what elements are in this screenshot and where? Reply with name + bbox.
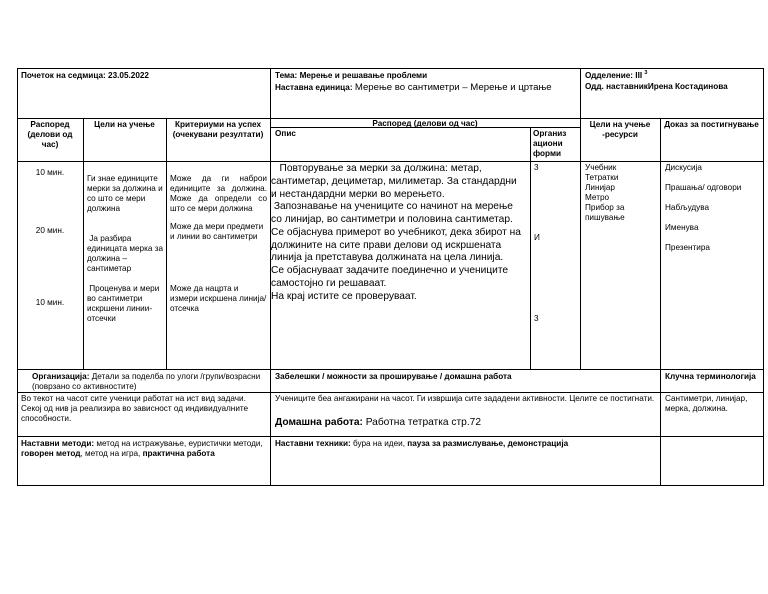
notes-heading: Забелешки / можности за проширување / домашна работа <box>275 372 512 381</box>
teaching-methods <box>21 439 267 459</box>
homework-value: Работна тетратка стр.72 <box>362 417 481 428</box>
description-para-5: На крај истите се проверуваат. <box>271 290 417 302</box>
col-resources: Цели на учење -ресурси <box>589 120 651 139</box>
time-2: 20 мин. <box>35 226 65 235</box>
resource-item: Тетратки <box>585 173 619 182</box>
grade-label: Одделение: III <box>585 71 643 80</box>
resource-item: Учебник <box>585 163 617 172</box>
goal-1: Ги знае единиците мерки за должина и со што се мери должина <box>87 174 163 213</box>
terminology-body: Сантиметри, линијар, мерка, должина. <box>665 394 748 413</box>
resources-list <box>585 163 657 223</box>
col-lesson-schedule: Распоред (делови од час) <box>372 119 478 128</box>
org-form-3: 3 <box>534 314 539 323</box>
unit-value: Мерење во сантиметри – Мерење и цртање <box>354 82 552 93</box>
methods-bold-1: говорен метод <box>21 449 81 458</box>
col-criteria: Критериуми на успех (очекувани резултати) <box>172 120 264 139</box>
unit-label: Наставна единица: <box>275 83 353 92</box>
homework-label: Домашна работа: <box>275 417 363 428</box>
evidence-item: Набљудува <box>665 203 710 212</box>
evidence-item: Презентира <box>665 243 710 252</box>
organization-heading <box>32 372 268 392</box>
col-goals: Цели на учење <box>94 120 155 129</box>
description-para-1: Повторување за мерки за должина: метар, сантиметар, дециметар, милиметар. За стандардни и нестандардни мерки во мерењето. <box>271 163 520 200</box>
col-org-forms: Организ ациони форми <box>533 129 567 158</box>
theme <box>275 71 575 81</box>
grade-sup: 3 <box>644 70 648 76</box>
teacher: Одд. наставникИрена Костадинова <box>585 82 728 91</box>
organization-label: Организација: <box>32 372 90 381</box>
criterion-2: Може да мери предмети и линии во сантиметри <box>170 222 264 241</box>
description-para-2: Запознавање на учениците со начинот на мерење со линијар, во сантиметри и половина сантиметар. <box>271 201 516 225</box>
techniques-text-1: бура на идеи, <box>350 439 408 448</box>
resource-item: Прибор за пишување <box>585 203 625 222</box>
evidence-item: Дискусија <box>665 163 702 172</box>
criterion-1: Може да ги наброи единиците за должина. Може да определи со што се мери должина <box>170 174 267 213</box>
methods-text-1: метод на истражување, еуристички методи, <box>94 439 263 448</box>
time-1: 10 мин. <box>35 168 65 177</box>
goal-2: Ја разбира единицата мерка за должина – сантиметар <box>87 234 166 273</box>
goal-3: Проценува и мери во сантиметри искршени линии-отсечки <box>87 284 162 323</box>
techniques-label: Наставни техники: <box>275 439 351 448</box>
grade <box>585 71 761 81</box>
resource-item: Метро <box>585 193 610 202</box>
unit <box>275 82 573 94</box>
theme-label: Тема: <box>275 71 298 80</box>
col-evidence: Доказ за постигнување <box>664 120 759 129</box>
teaching-techniques <box>275 439 655 449</box>
resource-item: Линијар <box>585 183 615 192</box>
evidence-item: Именува <box>665 223 699 232</box>
week-start: Почеток на седмица: 23.05.2022 <box>21 71 149 80</box>
criterion-3: Може да нацрта и измери искршена линија/отсечка <box>170 284 267 313</box>
description-para-4: Се објаснуваат задачите поединечно и учениците самостојно ги решаваат. <box>271 265 509 289</box>
theme-value: Мерење и решавање проблеми <box>299 71 428 80</box>
methods-label: Наставни методи: <box>21 439 95 448</box>
time-3: 10 мин. <box>35 298 65 307</box>
organization-text: Детали за поделба по улоги /групи/возрасни (поврзано со активностите) <box>32 372 261 391</box>
org-form-1: 3 <box>534 163 539 172</box>
methods-text-2: , метод на игра, <box>80 449 143 458</box>
col-description: Опис <box>275 129 296 138</box>
techniques-bold-1: пауза за размислување, демонстрација <box>407 439 569 448</box>
organization-body: Во текот на часот сите ученици работат на ист вид задачи. Секој од нив ја реализира во зависност од индивидуалните способности. <box>21 394 249 423</box>
org-form-2: И <box>534 233 540 242</box>
terminology-heading: Клучна терминологија <box>665 372 756 381</box>
lesson-description <box>271 163 523 303</box>
col-schedule: Распоред (делови од час) <box>27 120 73 149</box>
notes-body: Учениците беа ангажирани на часот. Ги извршија сите зададени активности. Целите се постигнати. <box>275 394 655 403</box>
description-para-3: Се објаснува примерот во учебникот, дека збирот на должините на сите прави делови од искршената линија ја претставува должината на цела линија. <box>271 226 521 264</box>
homework <box>275 417 655 429</box>
methods-bold-2: практична работа <box>142 449 215 458</box>
evidence-item: Прашања/ одговори <box>665 183 742 192</box>
